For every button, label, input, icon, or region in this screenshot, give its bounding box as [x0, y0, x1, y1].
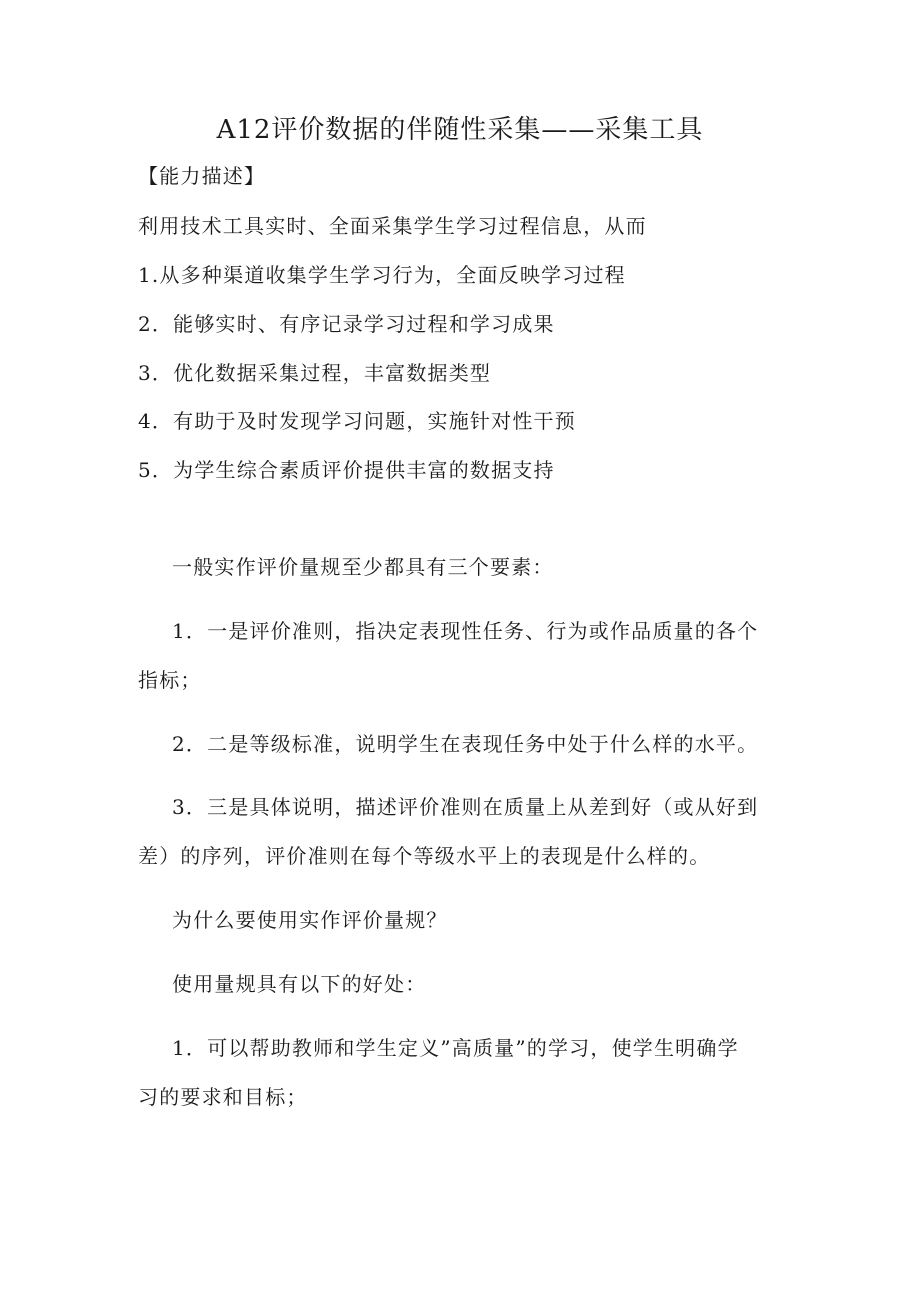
intro-text: 利用技术工具实时、全面采集学生学习过程信息，从而	[138, 214, 647, 238]
ability-item-2: 2．能够实时、有序记录学习过程和学习成果	[138, 312, 555, 336]
rubric-element-3-line-1: 3．三是具体说明，描述评价准则在质量上从差到好（或从好到	[172, 795, 759, 819]
ability-item-4: 4．有助于及时发现学习问题，实施针对性干预	[138, 409, 576, 433]
rubric-element-2: 2．二是等级标准，说明学生在表现任务中处于什么样的水平。	[172, 732, 759, 756]
benefit-1-line-2: 习的要求和目标；	[138, 1085, 308, 1109]
benefit-1-line-1: 1．可以帮助教师和学生定义”高质量”的学习，使学生明确学	[172, 1036, 739, 1060]
rubric-intro: 一般实作评价量规至少都具有三个要素：	[172, 555, 554, 579]
section-heading: 【能力描述】	[138, 164, 266, 188]
rubric-element-1-line-1: 1．一是评价准则，指决定表现性任务、行为或作品质量的各个	[172, 619, 759, 643]
ability-item-1: 1.从多种渠道收集学生学习行为，全面反映学习过程	[138, 263, 626, 287]
ability-item-3: 3．优化数据采集过程，丰富数据类型	[138, 361, 492, 385]
why-question: 为什么要使用实作评价量规？	[172, 908, 448, 932]
benefits-intro: 使用量规具有以下的好处：	[172, 972, 427, 996]
document-title: A12评价数据的伴随性采集——采集工具	[216, 115, 704, 145]
rubric-element-1-line-2: 指标；	[138, 668, 202, 692]
rubric-element-3-line-2: 差）的序列，评价准则在每个等级水平上的表现是什么样的。	[138, 844, 711, 868]
ability-item-5: 5．为学生综合素质评价提供丰富的数据支持	[138, 458, 555, 482]
